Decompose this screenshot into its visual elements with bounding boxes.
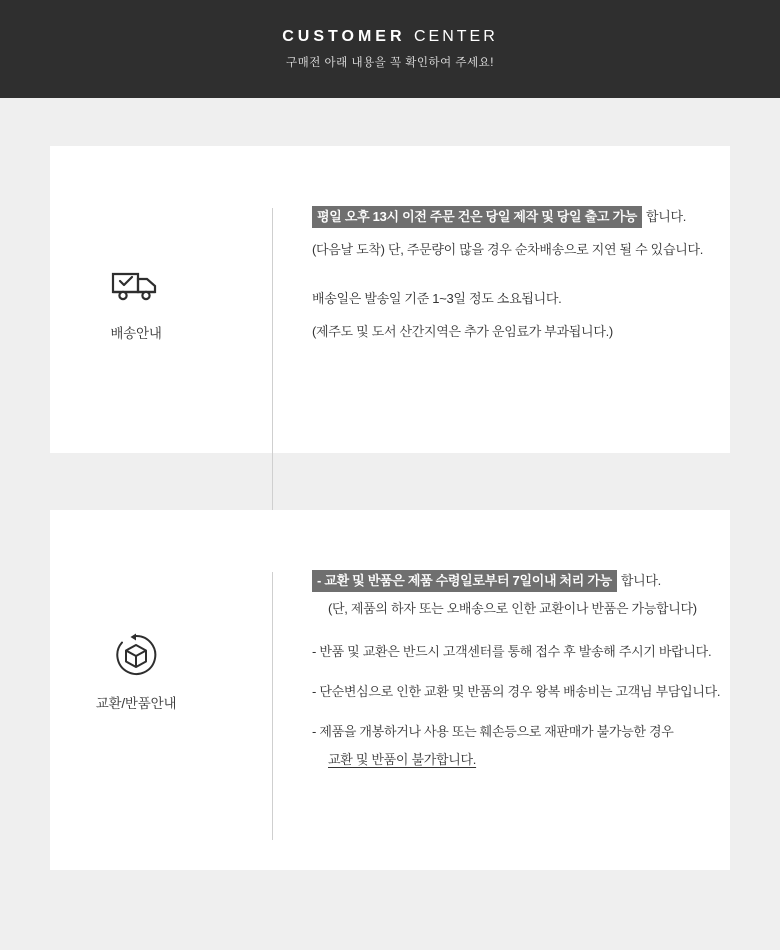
exchange-icon-label: 교환/반품안내 [95,696,177,711]
exchange-highlight-tail: 합니다. [620,573,661,588]
page-header [0,0,780,98]
exchange-line-1 [312,572,714,591]
page-title [282,29,498,45]
page-subtitle: 구매전 아래 내용을 꼭 확인하여 주세요! [286,56,494,69]
exchange-icon-column [50,630,222,712]
exchange-item-4: - 제품을 개봉하거나 사용 또는 훼손등으로 재판매가 불가능한 경우 [312,723,674,739]
exchange-highlight: - 교환 및 반품은 제품 수령일로부터 7일이내 처리 가능 [312,570,617,592]
shipping-line-1 [312,208,714,227]
shipping-line-2: (다음날 도착) 단, 주문량이 많을 경우 순차배송으로 지연 될 수 있습니다. [312,241,704,257]
shipping-info-card [50,146,730,453]
exchange-divider [272,572,273,840]
exchange-text-column [312,572,721,768]
delivery-truck-icon [108,260,164,310]
shipping-line-4: (제주도 및 도서 산간지역은 추가 운임료가 부과됩니다.) [312,323,613,339]
exchange-sub-line-1: (단, 제품의 하자 또는 오배송으로 인한 교환이나 반품은 가능합니다) [328,600,697,616]
shipping-icon-label: 배송안내 [110,326,162,341]
shipping-divider [272,208,273,536]
return-box-icon [108,630,164,680]
shipping-highlight: 평일 오후 13시 이전 주문 건은 당일 제작 및 당일 출고 가능 [312,206,642,228]
shipping-icon-column [50,260,222,342]
exchange-item-3: - 단순변심으로 인한 교환 및 반품의 경우 왕복 배송비는 고객님 부담입니다. [312,683,721,699]
page-title-thin: CENTER [413,27,498,45]
page-title-bold: CUSTOMER [282,27,406,45]
exchange-item-4-sub: 교환 및 반품이 불가합니다. [328,752,477,768]
exchange-item-2: - 반품 및 교환은 반드시 고객센터를 통해 접수 후 발송해 주시기 바랍니다. [312,643,712,659]
shipping-highlight-tail: 합니다. [645,209,687,224]
shipping-text-column [312,208,714,355]
exchange-return-info-card [50,510,730,870]
shipping-line-3: 배송일은 발송일 기준 1~3일 정도 소요됩니다. [312,290,562,306]
